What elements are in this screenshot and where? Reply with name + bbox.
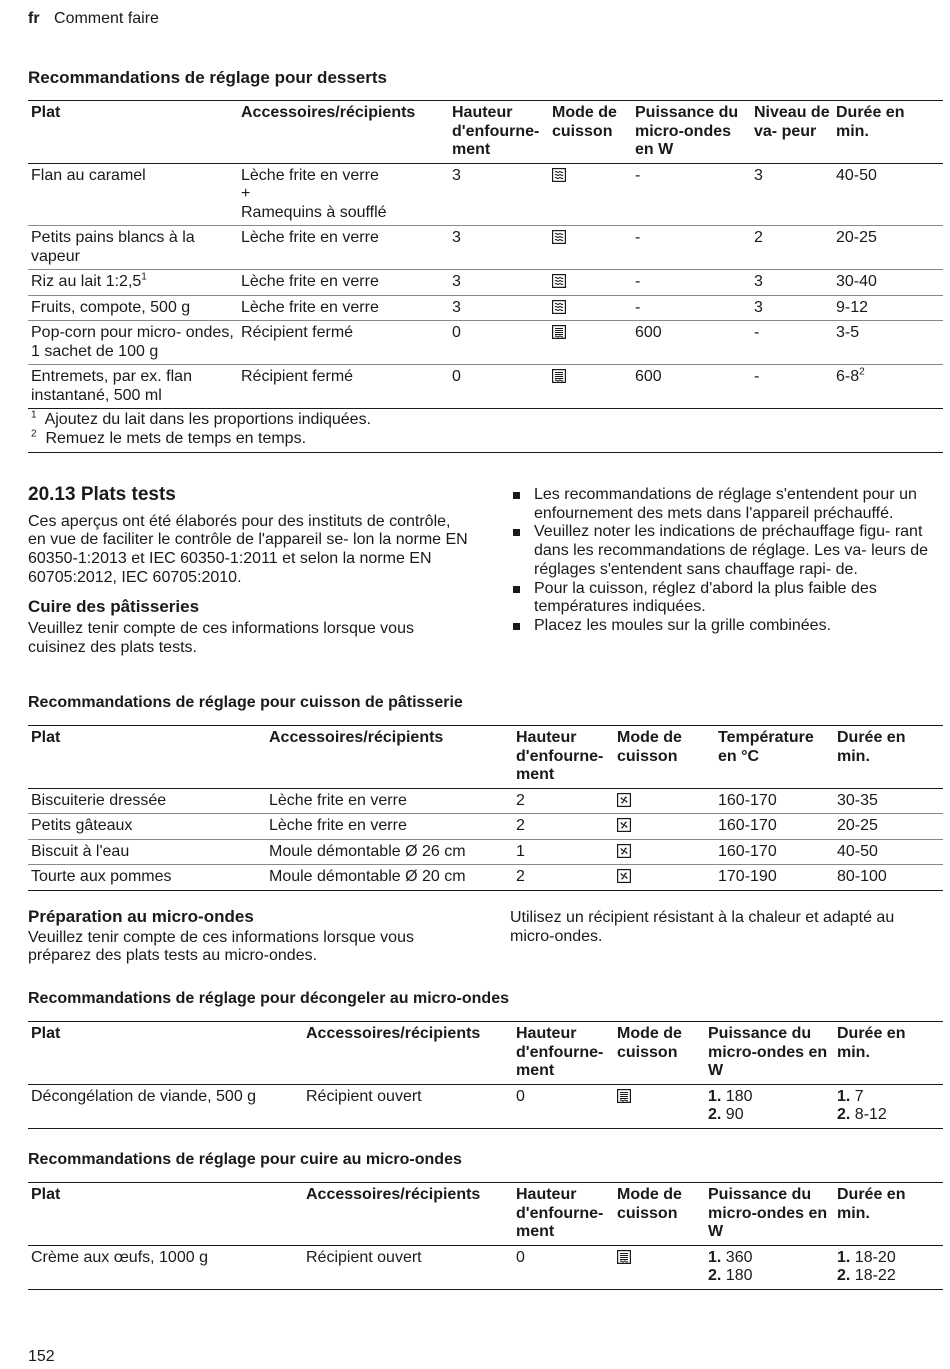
convection-icon [617, 793, 631, 807]
col-header: Température en °C [715, 726, 834, 789]
cell-duree: 40-50 [833, 163, 943, 226]
col-header: Plat [28, 726, 266, 789]
cell-niveau: 2 [751, 226, 833, 270]
patisserie-table [28, 725, 943, 891]
cell-mode [614, 839, 715, 865]
cell-accessoires: Lèche frite en verre [266, 814, 513, 840]
cell-mode [549, 321, 632, 365]
footnote-ref: 2 [859, 366, 865, 378]
step-number: 2. [837, 1106, 851, 1123]
cell-puissance: - [632, 226, 751, 270]
col-header: Durée en min. [834, 1183, 943, 1246]
col-header: Plat [28, 1183, 303, 1246]
cell-mode [614, 865, 715, 891]
acc-plus: + [241, 185, 251, 202]
footnote-ref: 1 [141, 271, 147, 283]
patisserie-title: Recommandations de réglage pour cuisson de pâtisserie [28, 694, 463, 711]
cell-temperature: 160-170 [715, 839, 834, 865]
step-number: 1. [708, 1087, 722, 1105]
cell-plat: Petits pains blancs à la vapeur [28, 226, 238, 270]
page-header [28, 10, 159, 28]
col-header: Puissance du micro-ondes en W [632, 101, 751, 164]
col-header: Plat [28, 101, 238, 164]
header-title: Comment faire [54, 10, 159, 27]
cell-accessoires: Moule démontable Ø 26 cm [266, 839, 513, 865]
cell-niveau: - [751, 365, 833, 409]
table-header-row [28, 726, 943, 789]
microwave-icon [617, 1250, 631, 1264]
step-value: 18-22 [854, 1267, 896, 1284]
microwave-icon [552, 325, 566, 339]
footnote-text: Ajoutez du lait dans les proportions indiquées. [44, 411, 372, 428]
plats-tests-right [510, 486, 935, 636]
cell-duree: 40-50 [834, 839, 943, 865]
cell-temperature: 170-190 [715, 865, 834, 891]
cell-niveau: 3 [751, 270, 833, 296]
table-header-row [28, 101, 943, 164]
cell-duree: 20-25 [833, 226, 943, 270]
acc-line: Ramequins à soufflé [241, 203, 387, 221]
cell-plat: Biscuiterie dressée [28, 788, 266, 814]
microwave-icon [617, 1089, 631, 1103]
cell-hauteur: 3 [449, 295, 549, 321]
step-number: 1. [837, 1087, 851, 1105]
table-header-row [28, 1183, 943, 1246]
subsection-title: Cuire des pâtisseries [28, 596, 200, 616]
desserts-table [28, 100, 943, 453]
list-item: Pour la cuisson, réglez d'abord la plus faible des températures indiquées. [510, 580, 935, 617]
cell-duree: 9-12 [833, 295, 943, 321]
cell-duree [834, 1245, 943, 1289]
cell-mode [549, 163, 632, 226]
step-value: 7 [854, 1087, 864, 1105]
table-row [28, 163, 943, 226]
step-line [837, 1106, 940, 1125]
micro-text: Veuillez tenir compte de ces informations lorsque vous préparez des plats tests au micro-ondes. [28, 928, 414, 965]
step-number: 2. [837, 1267, 851, 1284]
col-header: Accessoires/récipients [238, 101, 449, 164]
step-value: 180 [725, 1087, 753, 1105]
cell-accessoires: Lèche frite en verre [238, 226, 449, 270]
cell-hauteur: 0 [449, 365, 549, 409]
col-header: Mode de cuisson [614, 726, 715, 789]
plats-tests-left [28, 486, 468, 658]
cell-niveau: - [751, 321, 833, 365]
cell-hauteur: 3 [449, 226, 549, 270]
cell-plat: Tourte aux pommes [28, 865, 266, 891]
footnotes-row [28, 409, 943, 453]
convection-icon [617, 869, 631, 883]
cell-mode [614, 814, 715, 840]
footnote [31, 411, 940, 430]
cell-accessoires: Récipient fermé [238, 365, 449, 409]
col-header: Accessoires/récipients [266, 726, 513, 789]
steam-icon [552, 230, 566, 244]
cell-mode [614, 1245, 705, 1289]
steam-icon [552, 274, 566, 288]
table-row [28, 226, 943, 270]
footnote-text: Remuez le mets de temps en temps. [45, 429, 307, 447]
step-number: 2. [708, 1106, 722, 1123]
col-header: Hauteur d'enfourne- ment [513, 1183, 614, 1246]
cell-mode [549, 226, 632, 270]
step-value: 90 [725, 1106, 744, 1123]
cell-temperature: 160-170 [715, 788, 834, 814]
cell-accessoires: Récipient ouvert [303, 1084, 513, 1128]
cell-hauteur: 1 [513, 839, 614, 865]
footnote-mark: 2 [31, 428, 37, 440]
cuire-text: Veuillez tenir compte de ces informations lorsque vous cuisinez des plats tests. [28, 620, 414, 656]
cell-plat: Décongélation de viande, 500 g [28, 1084, 303, 1128]
col-header: Mode de cuisson [614, 1183, 705, 1246]
cell-duree [833, 365, 943, 409]
step-line [708, 1088, 831, 1107]
cell-hauteur: 2 [513, 865, 614, 891]
step-line [708, 1267, 831, 1286]
cell-hauteur: 3 [449, 270, 549, 296]
cuire-table [28, 1182, 943, 1290]
cell-mode [549, 365, 632, 409]
cell-accessoires: Lèche frite en verre [238, 270, 449, 296]
micro-right-text: Utilisez un récipient résistant à la chaleur et adapté au micro-ondes. [510, 909, 895, 945]
section-title: 20.13 Plats tests [28, 484, 176, 505]
col-header: Mode de cuisson [549, 101, 632, 164]
micro-left [28, 908, 468, 966]
list-item: Veuillez noter les indications de préchauffage figu- rant dans les recommandations de réglage. Les va- leurs de réglages s'entendent sans chauffage rapi- de. [510, 523, 935, 579]
table-row [28, 788, 943, 814]
col-header: Hauteur d'enfourne- ment [513, 726, 614, 789]
col-header: Plat [28, 1022, 303, 1085]
cell-plat: Pop-corn pour micro- ondes, 1 sachet de 100 g [28, 321, 238, 365]
list-item: Placez les moules sur la grille combinées. [510, 617, 935, 636]
cell-hauteur: 0 [513, 1245, 614, 1289]
plat-text: Riz au lait 1:2,5 [31, 273, 142, 290]
convection-icon [617, 844, 631, 858]
table-row [28, 270, 943, 296]
cell-puissance: - [632, 163, 751, 226]
cell-hauteur: 0 [449, 321, 549, 365]
col-header: Niveau de va- peur [751, 101, 833, 164]
table-row [28, 1084, 943, 1128]
cell-mode [614, 1084, 705, 1128]
col-header: Accessoires/récipients [303, 1183, 513, 1246]
step-number: 1. [837, 1248, 851, 1266]
cell-niveau: 3 [751, 295, 833, 321]
col-header: Durée en min. [834, 726, 943, 789]
col-header: Accessoires/récipients [303, 1022, 513, 1085]
micro-right [510, 909, 940, 946]
table-row [28, 865, 943, 891]
steam-icon [552, 300, 566, 314]
col-header: Puissance du micro-ondes en W [705, 1183, 834, 1246]
duree-text: 6-8 [836, 368, 860, 385]
cell-accessoires: Moule démontable Ø 20 cm [266, 865, 513, 891]
decongeler-title: Recommandations de réglage pour décongeler au micro-ondes [28, 990, 509, 1007]
cell-mode [614, 788, 715, 814]
cell-accessoires: Lèche frite en verre [238, 295, 449, 321]
step-line [708, 1249, 831, 1268]
cell-duree: 30-35 [834, 788, 943, 814]
cell-mode [549, 270, 632, 296]
acc-line: Lèche frite en verre [241, 166, 379, 184]
col-header: Puissance du micro-ondes en W [705, 1022, 834, 1085]
step-line [837, 1267, 940, 1286]
cell-puissance: - [632, 295, 751, 321]
step-number: 1. [708, 1248, 722, 1266]
cell-hauteur: 0 [513, 1084, 614, 1128]
cell-mode [549, 295, 632, 321]
cell-plat: Fruits, compote, 500 g [28, 295, 238, 321]
step-line [837, 1249, 940, 1268]
cell-plat: Crème aux œufs, 1000 g [28, 1245, 303, 1289]
cell-hauteur: 3 [449, 163, 549, 226]
table-row [28, 321, 943, 365]
cell-duree: 3-5 [833, 321, 943, 365]
table-row [28, 295, 943, 321]
cell-temperature: 160-170 [715, 814, 834, 840]
microwave-icon [552, 369, 566, 383]
cell-duree [834, 1084, 943, 1128]
desserts-title: Recommandations de réglage pour desserts [28, 68, 387, 87]
step-line [708, 1106, 831, 1125]
list-item: Les recommandations de réglage s'entendent pour un enfournement des mets dans l'appareil préchauffé. [510, 486, 935, 523]
cell-puissance: - [632, 270, 751, 296]
step-value: 180 [725, 1267, 753, 1284]
cell-plat: Entremets, par ex. flan instantané, 500 ml [28, 365, 238, 409]
cell-accessoires [238, 163, 449, 226]
decongeler-table [28, 1021, 943, 1129]
col-header: Hauteur d'enfourne- ment [449, 101, 549, 164]
convection-icon [617, 818, 631, 832]
intro-text: Ces aperçus ont été élaborés pour des instituts de contrôle, en vue de faciliter le contrôle de l'appareil se- lon la norme EN 60350-1:2013 et IEC 60350-1:2011 et selon la norme EN 60705:2012, IEC 60705:2010. [28, 512, 468, 586]
cell-accessoires: Récipient fermé [238, 321, 449, 365]
cell-plat [28, 270, 238, 296]
footnote-mark: 1 [31, 409, 37, 421]
cell-niveau: 3 [751, 163, 833, 226]
cell-duree: 30-40 [833, 270, 943, 296]
step-value: 18-20 [854, 1248, 896, 1266]
cell-plat: Biscuit à l'eau [28, 839, 266, 865]
steam-icon [552, 168, 566, 182]
cell-duree: 20-25 [834, 814, 943, 840]
table-row [28, 1245, 943, 1289]
cell-puissance: 600 [632, 365, 751, 409]
cell-plat: Petits gâteaux [28, 814, 266, 840]
cell-puissance [705, 1084, 834, 1128]
cell-duree: 80-100 [834, 865, 943, 891]
col-header: Durée en min. [833, 101, 943, 164]
step-line [837, 1088, 940, 1107]
cell-hauteur: 2 [513, 788, 614, 814]
cell-accessoires: Récipient ouvert [303, 1245, 513, 1289]
cuire-title: Recommandations de réglage pour cuire au micro-ondes [28, 1151, 462, 1168]
cell-plat: Flan au caramel [28, 163, 238, 226]
step-value: 8-12 [854, 1106, 887, 1123]
page-number: 152 [28, 1348, 55, 1365]
table-row [28, 814, 943, 840]
table-row [28, 839, 943, 865]
col-header: Durée en min. [834, 1022, 943, 1085]
language-code: fr [28, 10, 40, 27]
col-header: Hauteur d'enfourne- ment [513, 1022, 614, 1085]
footnote [31, 430, 940, 449]
table-header-row [28, 1022, 943, 1085]
step-number: 2. [708, 1267, 722, 1284]
col-header: Mode de cuisson [614, 1022, 705, 1085]
step-value: 360 [725, 1248, 753, 1266]
footnotes [28, 409, 943, 453]
table-row [28, 365, 943, 409]
cell-puissance: 600 [632, 321, 751, 365]
cell-hauteur: 2 [513, 814, 614, 840]
subsection-title: Préparation au micro-ondes [28, 907, 254, 926]
cell-accessoires: Lèche frite en verre [266, 788, 513, 814]
bullet-list [510, 486, 935, 636]
cell-puissance [705, 1245, 834, 1289]
